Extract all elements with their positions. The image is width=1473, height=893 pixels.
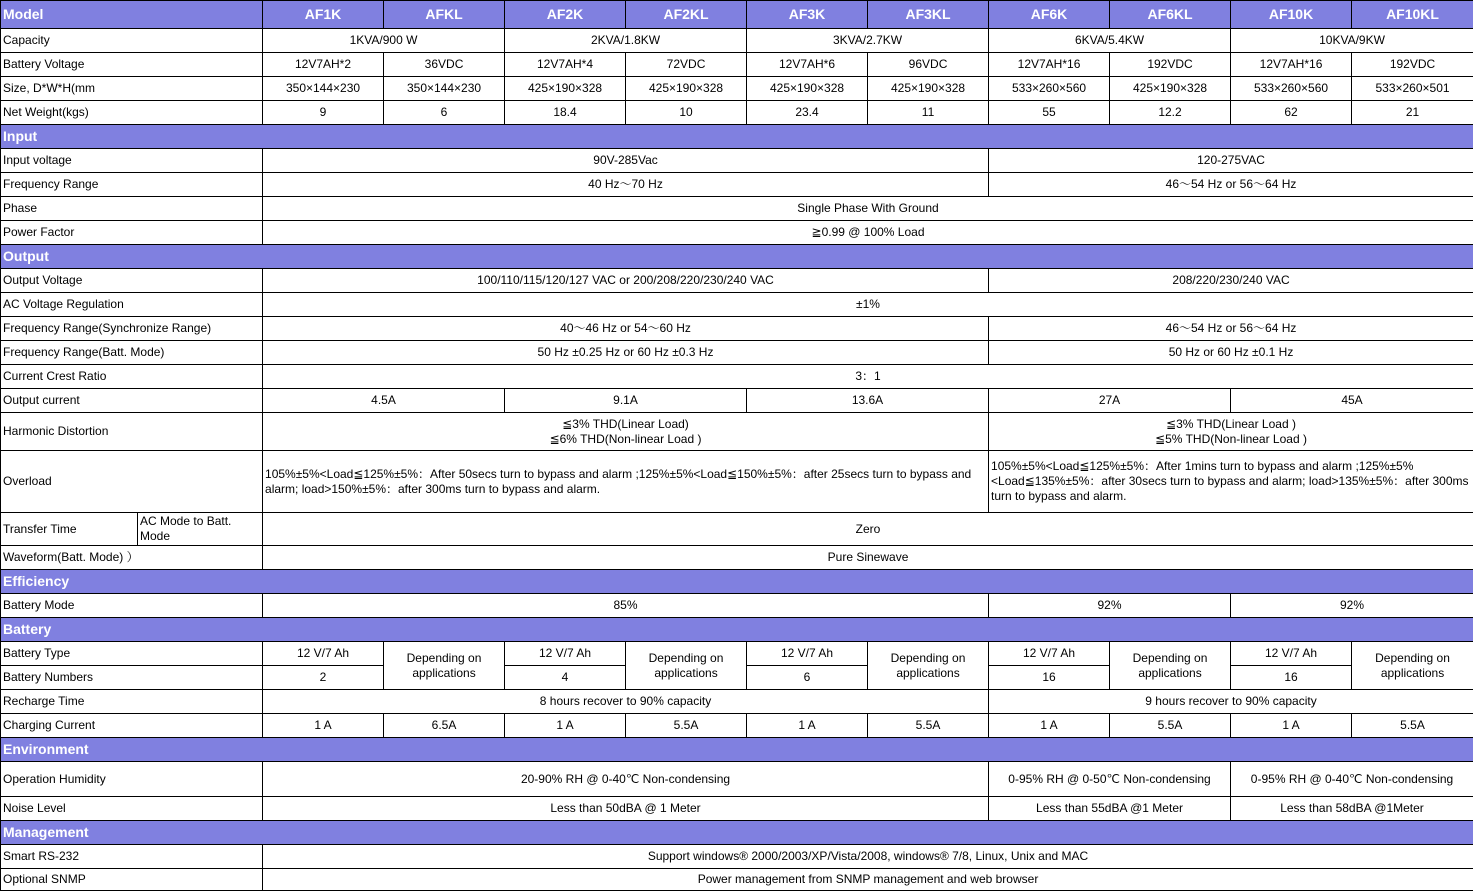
- battery-voltage-value: 72VDC: [626, 53, 747, 77]
- row-label: Output Voltage: [1, 269, 263, 293]
- humidity-value: 20-90% RH @ 0-40℃ Non-condensing: [263, 762, 989, 797]
- humidity-row: [1, 762, 1473, 797]
- output-voltage-value: 100/110/115/120/127 VAC or 200/208/220/230/240 VAC: [263, 269, 989, 293]
- battery-numbers-value: 2: [263, 666, 384, 690]
- efficiency-value: 92%: [1231, 594, 1473, 618]
- freq-sync-value: 46～54 Hz or 56～64 Hz: [989, 317, 1473, 341]
- row-label: Frequency Range(Synchronize Range): [1, 317, 263, 341]
- efficiency-value: 85%: [263, 594, 989, 618]
- net-weight-value: 12.2: [1110, 101, 1231, 125]
- battery-type-value: 12 V/7 Ah: [263, 642, 384, 666]
- section-title: Input: [1, 125, 1473, 149]
- model-name: AF3K: [747, 1, 868, 29]
- section-title: Output: [1, 245, 1473, 269]
- section-management: [1, 821, 1473, 845]
- waveform-row: [1, 546, 1473, 570]
- row-label: AC Voltage Regulation: [1, 293, 263, 317]
- harmonic-value-left: [263, 413, 989, 451]
- battery-type-row: [1, 642, 1473, 666]
- charging-current-row: [1, 714, 1473, 738]
- output-current-value: 9.1A: [505, 389, 747, 413]
- harmonic-line: ≦6% THD(Non-linear Load ): [549, 431, 702, 446]
- net-weight-value: 62: [1231, 101, 1352, 125]
- rs232-value: Support windows® 2000/2003/XP/Vista/2008, windows® 7/8, Linux, Unix and MAC: [263, 845, 1473, 869]
- capacity-value: 3KVA/2.7KW: [747, 29, 989, 53]
- model-header-label: Model: [1, 1, 263, 29]
- section-title: Management: [1, 821, 1473, 845]
- recharge-value: 9 hours recover to 90% capacity: [989, 690, 1473, 714]
- charging-current-value: 1 A: [989, 714, 1110, 738]
- battery-voltage-value: 36VDC: [384, 53, 505, 77]
- section-battery: [1, 618, 1473, 642]
- section-input: [1, 125, 1473, 149]
- battery-voltage-value: 12V7AH*16: [989, 53, 1110, 77]
- row-label: Frequency Range: [1, 173, 263, 197]
- size-value: 425×190×328: [505, 77, 626, 101]
- row-label: Charging Current: [1, 714, 263, 738]
- row-label: Recharge Time: [1, 690, 263, 714]
- charging-current-value: 6.5A: [384, 714, 505, 738]
- charging-current-value: 5.5A: [626, 714, 747, 738]
- model-name: AF10KL: [1352, 1, 1473, 29]
- battery-type-value: 12 V/7 Ah: [747, 642, 868, 666]
- row-label: Input voltage: [1, 149, 263, 173]
- depending-cell: Depending on applications: [626, 642, 747, 690]
- size-value: 350×144×230: [263, 77, 384, 101]
- battery-voltage-value: 12V7AH*16: [1231, 53, 1352, 77]
- phase-value: Single Phase With Ground: [263, 197, 1473, 221]
- output-current-value: 45A: [1231, 389, 1473, 413]
- row-label: Power Factor: [1, 221, 263, 245]
- output-voltage-value: 208/220/230/240 VAC: [989, 269, 1473, 293]
- section-output: [1, 245, 1473, 269]
- row-label: Net Weight(kgs): [1, 101, 263, 125]
- net-weight-value: 21: [1352, 101, 1473, 125]
- row-label: Capacity: [1, 29, 263, 53]
- harmonic-value-right: [989, 413, 1473, 451]
- model-name: AF2KL: [626, 1, 747, 29]
- input-frequency-row: [1, 173, 1473, 197]
- waveform-value: Pure Sinewave: [263, 546, 1473, 570]
- model-name: AF6KL: [1110, 1, 1231, 29]
- rs232-row: [1, 845, 1473, 869]
- section-title: Environment: [1, 738, 1473, 762]
- input-voltage-row: [1, 149, 1473, 173]
- row-label: Battery Voltage: [1, 53, 263, 77]
- charging-current-value: 5.5A: [1110, 714, 1231, 738]
- net-weight-value: 9: [263, 101, 384, 125]
- size-value: 425×190×328: [868, 77, 989, 101]
- size-row: [1, 77, 1473, 101]
- size-value: 533×260×560: [1231, 77, 1352, 101]
- overload-row: [1, 451, 1473, 513]
- row-label: Battery Type: [1, 642, 263, 666]
- snmp-row: [1, 869, 1473, 891]
- battery-voltage-value: 12V7AH*6: [747, 53, 868, 77]
- capacity-value: 10KVA/9KW: [1231, 29, 1473, 53]
- model-name: AF1K: [263, 1, 384, 29]
- model-name: AF10K: [1231, 1, 1352, 29]
- charging-current-value: 5.5A: [868, 714, 989, 738]
- size-value: 425×190×328: [1110, 77, 1231, 101]
- battery-voltage-row: [1, 53, 1473, 77]
- model-name: AF2K: [505, 1, 626, 29]
- net-weight-value: 55: [989, 101, 1110, 125]
- harmonic-line: ≦3% THD(Linear Load ): [1166, 416, 1296, 431]
- section-title: Battery: [1, 618, 1473, 642]
- net-weight-row: [1, 101, 1473, 125]
- snmp-value: Power management from SNMP management and web browser: [263, 869, 1473, 891]
- charging-current-value: 1 A: [505, 714, 626, 738]
- recharge-value: 8 hours recover to 90% capacity: [263, 690, 989, 714]
- output-voltage-row: [1, 269, 1473, 293]
- row-label: Overload: [1, 451, 263, 513]
- transfer-time-row: [1, 513, 1473, 546]
- battery-voltage-value: 192VDC: [1110, 53, 1231, 77]
- charging-current-value: 5.5A: [1352, 714, 1473, 738]
- row-label: Size, D*W*H(mm: [1, 77, 263, 101]
- net-weight-value: 23.4: [747, 101, 868, 125]
- net-weight-value: 18.4: [505, 101, 626, 125]
- model-header-row: [1, 1, 1473, 29]
- harmonic-row: [1, 413, 1473, 451]
- humidity-value: 0-95% RH @ 0-50℃ Non-condensing: [989, 762, 1231, 797]
- regulation-value: ±1%: [263, 293, 1473, 317]
- battery-type-value: 12 V/7 Ah: [505, 642, 626, 666]
- input-voltage-value: 90V-285Vac: [263, 149, 989, 173]
- battery-voltage-value: 192VDC: [1352, 53, 1473, 77]
- model-name: AF3KL: [868, 1, 989, 29]
- row-label: Optional SNMP: [1, 869, 263, 891]
- regulation-row: [1, 293, 1473, 317]
- row-sublabel: AC Mode to Batt. Mode: [138, 513, 263, 546]
- row-label: Battery Numbers: [1, 666, 263, 690]
- battery-numbers-value: 6: [747, 666, 868, 690]
- harmonic-line: ≦3% THD(Linear Load): [562, 416, 689, 431]
- model-name: AFKL: [384, 1, 505, 29]
- output-current-row: [1, 389, 1473, 413]
- capacity-value: 6KVA/5.4KW: [989, 29, 1231, 53]
- freq-sync-row: [1, 317, 1473, 341]
- noise-value: Less than 55dBA @1 Meter: [989, 797, 1231, 821]
- row-label: Smart RS-232: [1, 845, 263, 869]
- freq-sync-value: 40～46 Hz or 54～60 Hz: [263, 317, 989, 341]
- crest-ratio-row: [1, 365, 1473, 389]
- battery-numbers-value: 4: [505, 666, 626, 690]
- battery-mode-row: [1, 594, 1473, 618]
- transfer-time-value: Zero: [263, 513, 1473, 546]
- input-frequency-value: 46～54 Hz or 56～64 Hz: [989, 173, 1473, 197]
- capacity-row: [1, 29, 1473, 53]
- noise-value: Less than 58dBA @1Meter: [1231, 797, 1473, 821]
- row-label: Output current: [1, 389, 263, 413]
- row-label: Transfer Time: [1, 513, 138, 546]
- charging-current-value: 1 A: [1231, 714, 1352, 738]
- battery-type-value: 12 V/7 Ah: [989, 642, 1110, 666]
- efficiency-value: 92%: [989, 594, 1231, 618]
- row-label: Noise Level: [1, 797, 263, 821]
- row-label: Current Crest Ratio: [1, 365, 263, 389]
- phase-row: [1, 197, 1473, 221]
- harmonic-line: ≦5% THD(Non-linear Load ): [1155, 431, 1307, 446]
- depending-cell: Depending on applications: [384, 642, 505, 690]
- row-label: Battery Mode: [1, 594, 263, 618]
- section-title: Efficiency: [1, 570, 1473, 594]
- row-label: Phase: [1, 197, 263, 221]
- battery-voltage-value: 12V7AH*4: [505, 53, 626, 77]
- row-label: Harmonic Distortion: [1, 413, 263, 451]
- input-frequency-value: 40 Hz～70 Hz: [263, 173, 989, 197]
- depending-cell: Depending on applications: [1110, 642, 1231, 690]
- overload-value: 105%±5%<Load≦125%±5%：After 1mins turn to bypass and alarm ;125%±5%<Load≦135%±5%：after 30secs turn to bypass and alarm; load>135%±5%：after 300ms turn to bypass and alarm.: [989, 451, 1473, 513]
- humidity-value: 0-95% RH @ 0-40℃ Non-condensing: [1231, 762, 1473, 797]
- battery-numbers-value: 16: [989, 666, 1110, 690]
- capacity-value: 1KVA/900 W: [263, 29, 505, 53]
- battery-numbers-value: 16: [1231, 666, 1352, 690]
- output-current-value: 27A: [989, 389, 1231, 413]
- overload-value: 105%±5%<Load≦125%±5%：After 50secs turn to bypass and alarm ;125%±5%<Load≦150%±5%：after 25secs turn to bypass and alarm; load>150%±5%：after 300ms turn to bypass and alarm.: [263, 451, 989, 513]
- crest-ratio-value: 3：1: [263, 365, 1473, 389]
- charging-current-value: 1 A: [263, 714, 384, 738]
- size-value: 533×260×501: [1352, 77, 1473, 101]
- size-value: 425×190×328: [626, 77, 747, 101]
- output-current-value: 4.5A: [263, 389, 505, 413]
- capacity-value: 2KVA/1.8KW: [505, 29, 747, 53]
- depending-cell: Depending on applications: [868, 642, 989, 690]
- size-value: 350×144×230: [384, 77, 505, 101]
- section-environment: [1, 738, 1473, 762]
- freq-batt-row: [1, 341, 1473, 365]
- input-voltage-value: 120-275VAC: [989, 149, 1473, 173]
- freq-batt-value: 50 Hz ±0.25 Hz or 60 Hz ±0.3 Hz: [263, 341, 989, 365]
- row-label: Waveform(Batt. Mode) ）: [1, 546, 263, 570]
- net-weight-value: 11: [868, 101, 989, 125]
- output-current-value: 13.6A: [747, 389, 989, 413]
- section-efficiency: [1, 570, 1473, 594]
- charging-current-value: 1 A: [747, 714, 868, 738]
- net-weight-value: 10: [626, 101, 747, 125]
- noise-value: Less than 50dBA @ 1 Meter: [263, 797, 989, 821]
- battery-voltage-value: 96VDC: [868, 53, 989, 77]
- model-name: AF6K: [989, 1, 1110, 29]
- row-label: Operation Humidity: [1, 762, 263, 797]
- size-value: 533×260×560: [989, 77, 1110, 101]
- net-weight-value: 6: [384, 101, 505, 125]
- size-value: 425×190×328: [747, 77, 868, 101]
- battery-type-value: 12 V/7 Ah: [1231, 642, 1352, 666]
- noise-row: [1, 797, 1473, 821]
- battery-voltage-value: 12V7AH*2: [263, 53, 384, 77]
- recharge-row: [1, 690, 1473, 714]
- freq-batt-value: 50 Hz or 60 Hz ±0.1 Hz: [989, 341, 1473, 365]
- power-factor-value: ≧0.99 @ 100% Load: [263, 221, 1473, 245]
- power-factor-row: [1, 221, 1473, 245]
- row-label: Frequency Range(Batt. Mode): [1, 341, 263, 365]
- depending-cell: Depending on applications: [1352, 642, 1473, 690]
